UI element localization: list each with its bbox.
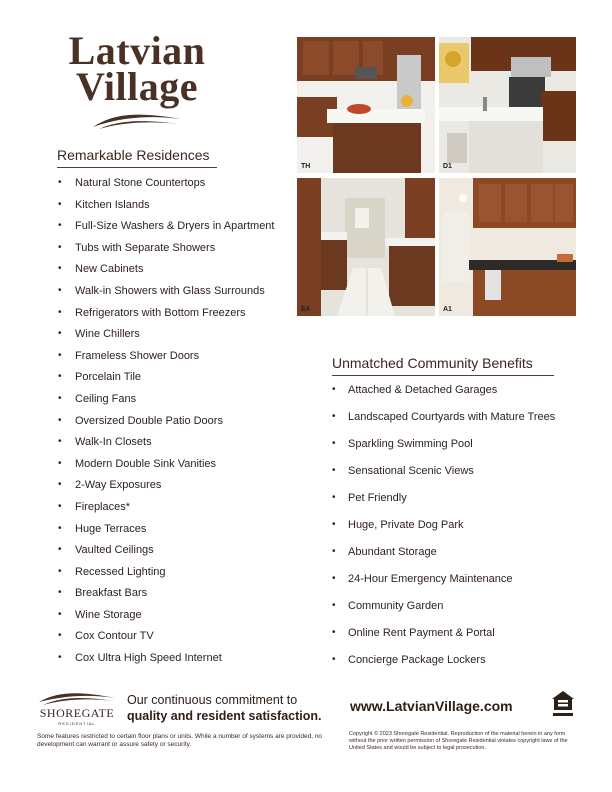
- bullet-icon: •: [332, 600, 336, 611]
- community-benefit-item-label: Community Garden: [348, 600, 444, 612]
- community-benefit-item-label: Concierge Package Lockers: [348, 654, 486, 666]
- community-benefit-item-label: 24-Hour Emergency Maintenance: [348, 573, 513, 585]
- shoregate-logo: [34, 690, 120, 726]
- bullet-icon: •: [332, 411, 336, 422]
- residence-feature-item: [58, 218, 275, 240]
- bullet-icon: •: [58, 457, 62, 469]
- bullet-icon: •: [58, 414, 62, 426]
- residence-feature-item-label: Vaulted Ceilings: [75, 544, 154, 557]
- residence-feature-item: [58, 175, 274, 197]
- residence-feature-item: [58, 326, 274, 348]
- kitchen-photo-a1: [439, 178, 576, 316]
- residence-feature-item: [58, 197, 274, 219]
- residence-feature-item-label: Frameless Shower Doors: [75, 349, 200, 362]
- shoregate-wave-icon: [37, 690, 117, 706]
- bullet-icon: •: [332, 546, 336, 557]
- photo-tag-d1: D1: [443, 163, 452, 170]
- residence-feature-item-label: New Cabinets: [75, 263, 144, 276]
- community-benefit-item: [332, 625, 555, 652]
- bullet-icon: •: [332, 654, 336, 665]
- residence-feature-item-label: Wine Chillers: [75, 328, 140, 341]
- residence-feature-item-label: Natural Stone Countertops: [75, 177, 206, 189]
- kitchen-photo-d1: [439, 37, 576, 173]
- photo-tag-e4: E4: [301, 306, 310, 313]
- residences-title: Remarkable Residences: [57, 147, 217, 168]
- bullet-icon: •: [58, 371, 62, 383]
- community-benefit-item: [332, 382, 555, 409]
- bullet-icon: •: [58, 349, 62, 361]
- residences-list: [58, 175, 275, 672]
- community-benefit-item: [332, 571, 555, 598]
- bullet-icon: •: [58, 544, 62, 556]
- residence-feature-item-label: Full-Size Washers & Dryers in Apartment: [75, 220, 275, 233]
- bullet-icon: •: [332, 384, 336, 395]
- bullet-icon: •: [332, 492, 336, 503]
- photo-tag-th: TH: [301, 163, 311, 170]
- residence-feature-item-label: Cox Contour TV: [75, 630, 154, 643]
- bullet-icon: •: [58, 241, 62, 253]
- bullet-icon: •: [58, 306, 62, 318]
- community-benefit-item-label: Huge, Private Dog Park: [348, 519, 464, 531]
- residence-feature-item-label: Modern Double Sink Vanities: [75, 457, 217, 470]
- kitchen-photo-e4: [297, 178, 435, 316]
- community-benefit-item-label: Pet Friendly: [348, 492, 407, 504]
- community-benefit-item-label: Sparkling Swimming Pool: [348, 438, 473, 450]
- community-benefit-item: [332, 517, 555, 544]
- bullet-icon: •: [58, 220, 62, 232]
- residence-feature-item-label: Cox Ultra High Speed Internet: [75, 652, 222, 665]
- bullet-icon: •: [58, 284, 62, 296]
- community-benefit-item-label: Attached & Detached Garages: [348, 384, 498, 396]
- community-benefit-item-label: Sensational Scenic Views: [348, 465, 474, 477]
- residence-feature-item: [58, 305, 274, 327]
- residence-feature-item: [58, 521, 274, 543]
- community-benefit-item: [332, 463, 555, 490]
- bullet-icon: •: [332, 627, 336, 638]
- residence-feature-item: [58, 628, 274, 650]
- bullet-icon: •: [58, 522, 62, 534]
- residence-feature-item-label: Oversized Double Patio Doors: [75, 414, 223, 427]
- disclaimer-text: Some features restricted to certain floor plans or units. While a number of systems are provided, no development can warrant or assure safety or security.: [37, 733, 323, 748]
- residence-feature-item-label: Huge Terraces: [75, 522, 147, 535]
- residence-feature-item: [58, 542, 274, 564]
- residence-feature-item: [58, 283, 274, 305]
- bullet-icon: •: [58, 630, 62, 642]
- benefits-title: Unmatched Community Benefits: [332, 355, 554, 376]
- latvian-village-logo: [62, 28, 212, 131]
- kitchen-photo-th: [297, 37, 435, 173]
- residence-feature-item: [58, 369, 274, 391]
- bullet-icon: •: [58, 608, 62, 620]
- residence-feature-item-label: Refrigerators with Bottom Freezers: [75, 306, 246, 319]
- community-benefit-item-label: Abundant Storage: [348, 546, 437, 558]
- residence-feature-item-label: Walk-in Showers with Glass Surrounds: [75, 284, 265, 297]
- community-benefit-item: [332, 544, 555, 571]
- bullet-icon: •: [58, 479, 62, 491]
- residence-feature-item-label: Wine Storage: [75, 608, 142, 621]
- residence-feature-item: [58, 477, 274, 499]
- wave-swoosh-icon: [91, 109, 183, 131]
- shoregate-subtitle: RESIDENTIAL: [58, 721, 96, 726]
- equal-housing-icon: [551, 690, 575, 718]
- residence-feature-item: [58, 585, 274, 607]
- community-benefit-item-label: Landscaped Courtyards with Mature Trees: [348, 411, 556, 423]
- bullet-icon: •: [332, 438, 336, 449]
- bullet-icon: •: [58, 652, 62, 664]
- bullet-icon: •: [58, 198, 62, 210]
- bullet-icon: •: [58, 587, 62, 599]
- bullet-icon: •: [332, 573, 336, 584]
- logo-line-2: Village: [76, 64, 198, 109]
- residence-feature-item: [58, 261, 274, 283]
- bullet-icon: •: [58, 392, 62, 404]
- residence-feature-item: [58, 499, 274, 521]
- community-benefit-item: [332, 409, 556, 436]
- bullet-icon: •: [332, 465, 336, 476]
- benefits-list: [332, 382, 556, 679]
- residence-feature-item-label: Walk-In Closets: [75, 436, 152, 449]
- residence-feature-item: [58, 607, 274, 629]
- bullet-icon: •: [58, 436, 62, 448]
- community-benefit-item: [332, 652, 555, 679]
- commitment-line-2: quality and resident satisfaction.: [127, 709, 322, 723]
- residence-feature-item: [58, 348, 274, 370]
- residence-feature-item-label: Porcelain Tile: [75, 371, 142, 384]
- bullet-icon: •: [58, 177, 62, 188]
- community-benefit-item-label: Online Rent Payment & Portal: [348, 627, 495, 639]
- residence-feature-item-label: Fireplaces*: [75, 500, 131, 513]
- community-benefit-item: [332, 598, 555, 625]
- shoregate-name: SHOREGATE: [39, 706, 115, 720]
- bullet-icon: •: [58, 565, 62, 577]
- residence-feature-item: [58, 434, 274, 456]
- residence-feature-item-label: 2-Way Exposures: [75, 479, 162, 492]
- community-benefit-item: [332, 436, 555, 463]
- residence-feature-item: [58, 650, 274, 672]
- bullet-icon: •: [58, 328, 62, 340]
- residence-feature-item-label: Breakfast Bars: [75, 587, 148, 600]
- residence-feature-item: [58, 564, 274, 586]
- commitment-statement: [127, 692, 322, 724]
- residence-feature-item-label: Kitchen Islands: [75, 198, 150, 211]
- photo-tag-a1: A1: [443, 306, 452, 313]
- copyright-text: Copyright © 2023 Shoregate Residential. Reproduction of the material herein in any form without the prior written permission of Shoregate Residential violates copyright laws of the United States and would be subject to legal prosecution.: [349, 731, 568, 751]
- residence-feature-item: [58, 240, 274, 262]
- website-link[interactable]: www.LatvianVillage.com: [350, 698, 513, 714]
- bullet-icon: •: [58, 263, 62, 275]
- residence-feature-item-label: Recessed Lighting: [75, 565, 166, 578]
- residence-feature-item-label: Ceiling Fans: [75, 392, 137, 405]
- logo-line-1: Latvian: [68, 28, 206, 73]
- residence-feature-item-label: Tubs with Separate Showers: [75, 241, 216, 254]
- bullet-icon: •: [58, 500, 62, 512]
- residence-feature-item: [58, 456, 274, 478]
- bullet-icon: •: [332, 519, 336, 530]
- community-benefit-item: [332, 490, 555, 517]
- commitment-line-1: Our continuous commitment to: [127, 693, 298, 707]
- residence-feature-item: [58, 391, 274, 413]
- residence-feature-item: [58, 413, 274, 435]
